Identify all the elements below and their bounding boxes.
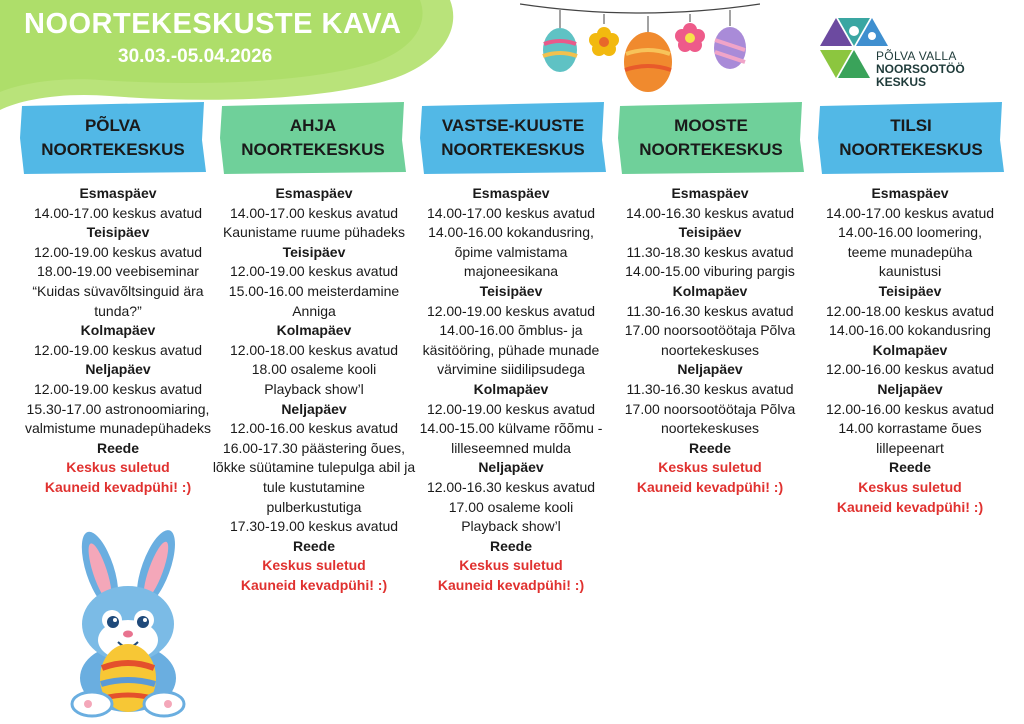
day-heading: Teisipäev [86,224,150,241]
day-heading: Esmaspäev [79,185,157,201]
schedule-line: 12.00-19.00 keskus avatud [33,243,203,260]
schedule-line: 14.00-17.00 keskus avatud [825,204,995,221]
holiday-greeting: Kauneid kevadpühi! :) [437,576,585,593]
schedule-line: 12.00-19.00 keskus avatud [33,380,203,397]
header-tilsi [816,100,1006,176]
day-heading: Kolmapäev [473,380,549,397]
day-heading: Esmaspäev [671,185,749,201]
schedule-line: 17.00 noorsootöötaja Põlva [624,400,796,417]
schedule-column-ahja [205,184,423,595]
schedule-line: noortekeskuses [660,420,760,437]
schedule-line: lilleseemned mulda [451,439,571,456]
day-heading: Esmaspäev [275,185,353,201]
schedule-line: 12.00-16.30 keskus avatud [426,478,596,495]
schedule-line: 11.30-16.30 keskus avatud [626,380,794,397]
day-heading: Reede [292,537,336,554]
header-mooste [616,100,806,176]
schedule-line: käsitööring, pühade munade [422,341,600,358]
schedule-line: majoneesikana [463,263,559,280]
center-name: VASTSE-KUUSTE NOORTEKESKUS [441,116,585,159]
flower-icon [589,27,619,56]
schedule-line: 16.00-17.30 päästering õues, [222,439,406,456]
closed-notice: Keskus suletud [262,557,366,574]
logo-line-2: NOORSOOTÖÖ [876,62,965,76]
schedule-column-mooste [610,184,810,498]
closed-notice: Keskus suletud [459,557,563,574]
schedule-line: lõkke süütamine tulepulga abil ja [212,459,416,476]
logo-line-1: PÕLVA VALLA [876,49,957,63]
schedule-line: pulberkustutiga [266,498,362,515]
day-heading: Neljapäev [85,361,151,378]
schedule-line: Playback show’l [461,518,561,535]
schedule-column-vastse-kuuste [408,184,614,595]
schedule-line: 12.00-19.00 keskus avatud [426,302,596,319]
schedule-line: 15.00-16.00 meisterdamine [228,282,400,299]
closed-notice: Keskus suletud [858,478,962,495]
schedule-line: 12.00-19.00 keskus avatud [229,263,399,280]
day-heading: Teisipäev [479,282,543,299]
schedule-line: 14.00-16.00 loomering, [838,224,982,241]
day-heading: Neljapäev [478,459,544,476]
schedule-line: 11.30-18.30 keskus avatud [626,243,794,260]
center-name: AHJA NOORTEKESKUS [241,116,385,159]
day-heading: Esmaspäev [472,185,550,201]
schedule-line: kaunistusi [878,263,942,280]
schedule-line: tunda?” [94,302,142,319]
logo-text [876,50,965,89]
day-heading: Teisipäev [678,224,742,241]
schedule-line: Anniga [292,302,336,319]
schedule-line: 12.00-19.00 keskus avatud [426,400,596,417]
header-vastse-kuuste [418,100,608,176]
schedule-column-polva [8,184,228,498]
day-heading: Reede [96,439,140,456]
schedule-line: 14.00-16.00 õmblus- ja [439,322,583,339]
schedule-line: 14.00-17.00 keskus avatud [426,204,596,221]
center-name: MOOSTE NOORTEKESKUS [639,116,783,159]
day-heading: Neljapäev [877,380,943,397]
schedule-line: 11.30-16.30 keskus avatud [626,302,794,319]
logo-line-3: KESKUS [876,75,927,89]
schedule-line: 12.00-16.00 keskus avatud [229,420,399,437]
closed-notice: Keskus suletud [658,459,762,476]
day-heading: Reede [489,537,533,554]
schedule-column-tilsi [810,184,1010,517]
schedule-line: 12.00-16.00 keskus avatud [825,400,995,417]
day-heading: Kolmapäev [276,322,352,339]
holiday-greeting: Kauneid kevadpühi! :) [240,576,388,593]
schedule-line: 14.00-15.00 viburing pargis [625,263,795,280]
schedule-line: noortekeskuses [660,341,760,358]
schedule-line: 18.00 osaleme kooli [251,361,377,378]
schedule-line: 14.00-16.30 keskus avatud [625,204,795,221]
day-heading: Kolmapäev [80,322,156,339]
day-heading: Neljapäev [281,400,347,417]
schedule-line: Kaunistame ruume pühadeks [222,224,406,241]
date-range: 30.03.-05.04.2026 [118,46,273,67]
day-heading: Esmaspäev [871,185,949,201]
schedule-line: 14.00-17.00 keskus avatud [229,204,399,221]
schedule-line: teeme munadepüha [847,243,973,260]
schedule-line: 14.00-16.00 kokandusring [829,322,991,339]
schedule-line: lillepeenart [876,439,944,456]
egg-icon [543,28,577,72]
day-heading: Teisipäev [282,243,346,260]
schedule-line: 14.00-16.00 kokandusring, [428,224,594,241]
egg-icon [624,32,672,92]
holiday-greeting: Kauneid kevadpühi! :) [44,478,192,495]
egg-icon [714,27,746,69]
schedule-line: 17.00 osaleme kooli [448,498,574,515]
day-heading: Kolmapäev [672,282,748,299]
schedule-line: 14.00-15.00 külvame rõõmu - [419,420,603,437]
schedule-line: valmistume munadepühadeks [25,420,211,437]
schedule-line: 18.00-19.00 veebiseminar [37,263,199,280]
schedule-line: 14.00 korrastame õues [838,420,982,437]
holiday-greeting: Kauneid kevadpühi! :) [836,498,984,515]
page-title: NOORTEKESKUSTE KAVA [24,8,402,40]
schedule-line: 12.00-18.00 keskus avatud [229,341,399,358]
schedule-line: 17.30-19.00 keskus avatud [229,518,399,535]
header-ahja [218,100,408,176]
easter-garland-decoration [520,0,760,100]
schedule-line: 17.00 noorsootöötaja Põlva [624,322,796,339]
day-heading: Teisipäev [878,282,942,299]
flower-icon [675,23,705,52]
center-name: TILSI NOORTEKESKUS [839,116,983,159]
easter-bunny-illustration [52,528,202,718]
day-heading: Reede [888,459,932,476]
schedule-line: “Kuidas süvavõltsinguid ära [32,282,204,299]
schedule-line: 14.00-17.00 keskus avatud [33,204,203,221]
schedule-line: 12.00-19.00 keskus avatud [33,341,203,358]
schedule-line: õpime valmistama [454,243,568,260]
day-heading: Reede [688,439,732,456]
schedule-line: 15.30-17.00 astronoomiaring, [26,400,210,417]
schedule-line: värvimine siidilipsudega [437,361,585,378]
holiday-greeting: Kauneid kevadpühi! :) [636,478,784,495]
header-polva [18,100,208,176]
day-heading: Kolmapäev [872,341,948,358]
closed-notice: Keskus suletud [66,459,170,476]
schedule-line: tule kustutamine [263,478,365,495]
day-heading: Neljapäev [677,361,743,378]
schedule-line: 12.00-18.00 keskus avatud [825,302,995,319]
center-name: PÕLVA NOORTEKESKUS [41,116,185,159]
schedule-line: 12.00-16.00 keskus avatud [825,361,995,378]
schedule-line: Playback show’l [264,380,364,397]
